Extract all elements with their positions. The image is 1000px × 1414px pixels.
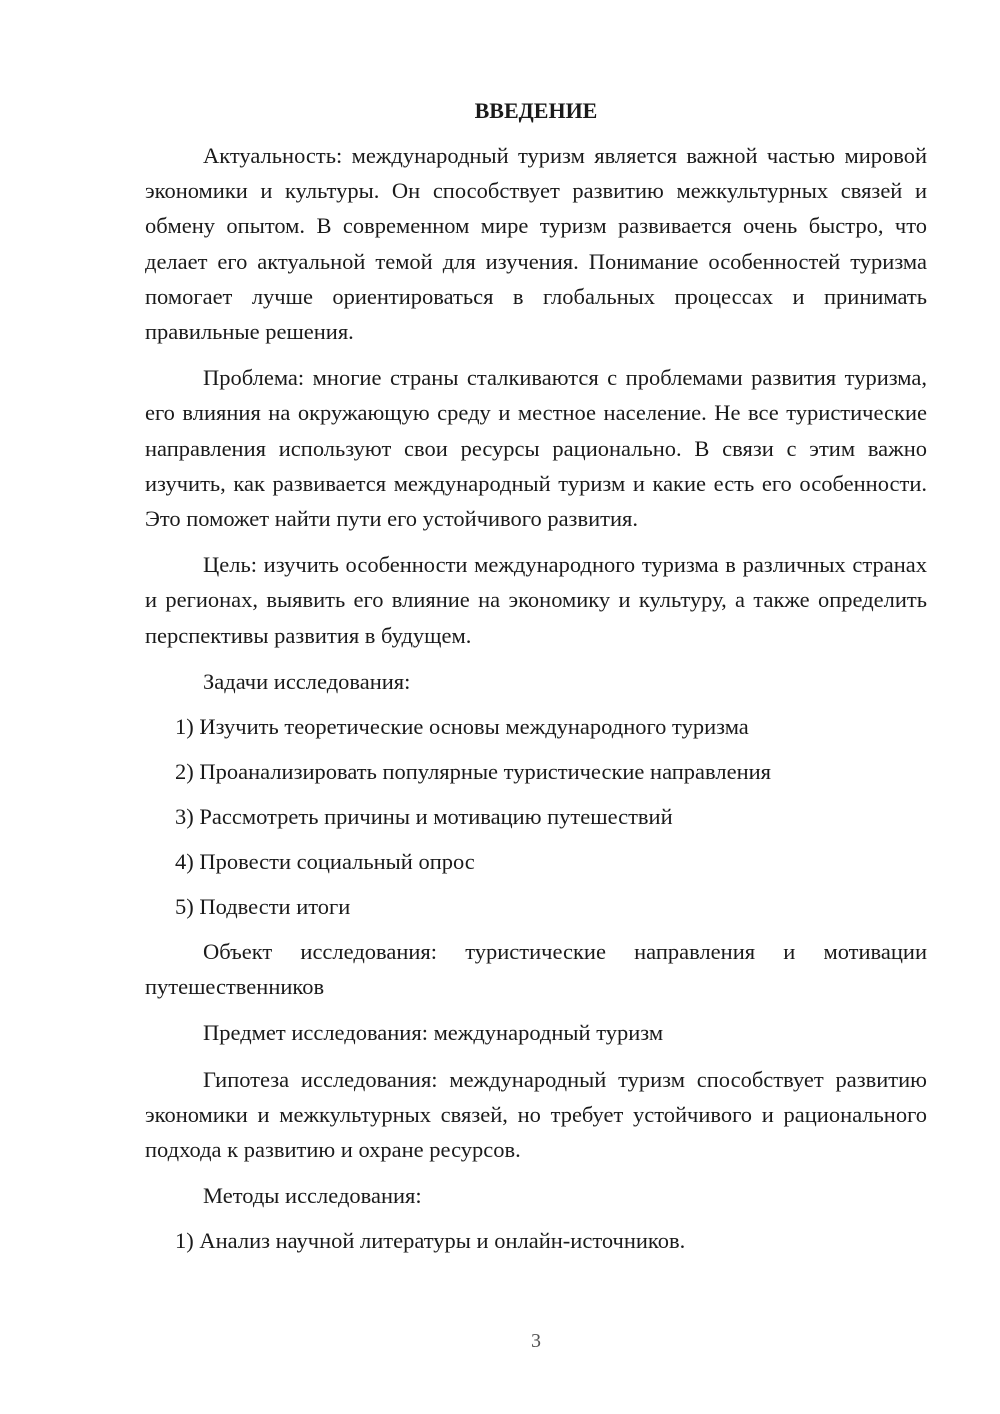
paragraph-problem: Проблема: многие страны сталкиваются с проблемами развития туризма, его влияния на окружающую среду и местное население. Не все туристические направления используют свои ресурсы рационально. В связи с этим важно изучить, как развивается международный туризм и какие есть его особенности. Это поможет найти пути его устойчивого развития. — [145, 365, 927, 532]
list-item: 5) Подвести итоги — [175, 894, 351, 920]
methods-list — [145, 1223, 927, 1258]
paragraph-hypothesis: Гипотеза исследования: международный туризм способствует развитию экономики и межкультурных связей, но требует устойчивого и рационального подхода к развитию и охране ресурсов. — [145, 1066, 927, 1163]
document-page — [145, 94, 927, 1258]
list-item: 1) Изучить теоретические основы международного туризма — [175, 714, 749, 740]
list-item: 2) Проанализировать популярные туристические направления — [175, 759, 772, 785]
list-item: 1) Анализ научной литературы и онлайн-источников. — [175, 1228, 686, 1254]
list-item: 3) Рассмотреть причины и мотивацию путешествий — [175, 804, 673, 830]
list-item: 4) Провести социальный опрос — [175, 849, 475, 875]
paragraph-relevance: Актуальность: международный туризм является важной частью мировой экономики и культуры. Он способствует развитию межкультурных связей и обмену опытом. В современном мире туризм развивается очень быстро, что делает его актуальной темой для изучения. Понимание особенностей туризма помогает лучше ориентироваться в глобальных процессах и принимать правильные решения. — [145, 143, 927, 345]
paragraph-object: Объект исследования: туристические направления и мотивации путешественников — [145, 939, 927, 1000]
page-number: 3 — [531, 1330, 541, 1352]
paragraph-subject: Предмет исследования: международный туризм — [203, 1020, 664, 1046]
tasks-list — [145, 709, 927, 924]
section-title: ВВЕДЕНИЕ — [474, 98, 598, 123]
paragraph-goal: Цель: изучить особенности международного туризма в различных странах и регионах, выявить его влияние на экономику и культуру, а также определить перспективы развития в будущем. — [145, 552, 927, 648]
tasks-heading: Задачи исследования: — [203, 668, 411, 694]
methods-heading: Методы исследования: — [203, 1183, 422, 1209]
